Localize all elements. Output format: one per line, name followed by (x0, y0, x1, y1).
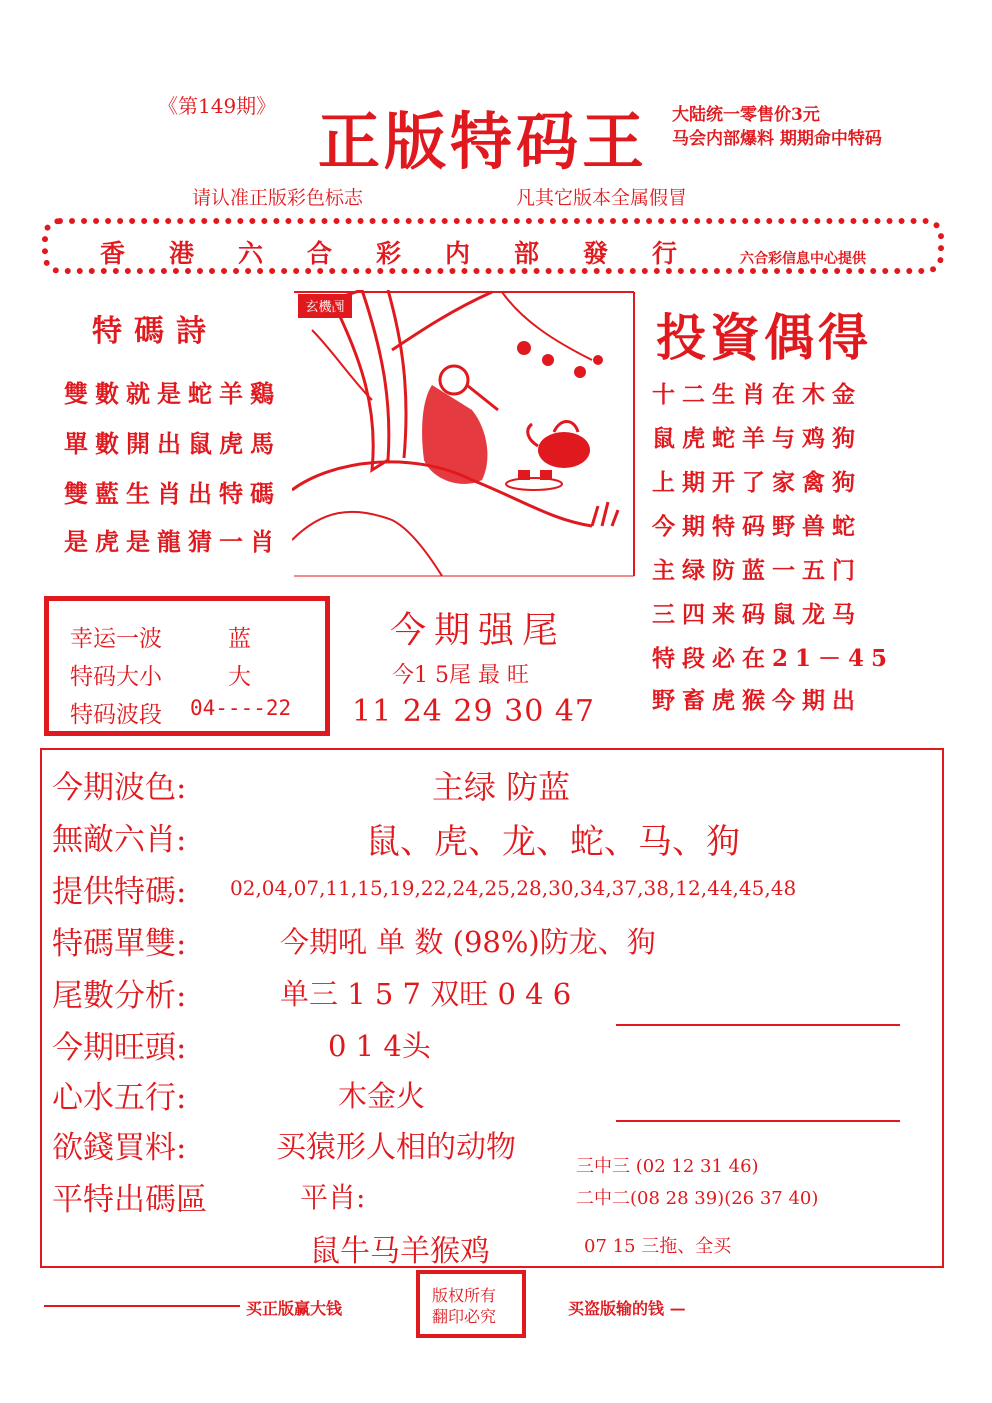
invest-line: 三四来码鼠龙马 (652, 601, 862, 628)
footer-line (44, 1305, 240, 1307)
element-label: 心水五行: (52, 1080, 187, 1116)
flat-value: 鼠牛马羊猴鸡 (310, 1234, 490, 1269)
element-value: 木金火 (338, 1079, 426, 1113)
lucky-value: 04----22 (190, 696, 292, 720)
lucky-value: 蓝 (228, 626, 251, 652)
buy-label: 欲錢買料: (52, 1130, 187, 1166)
banner-sub: 六合彩信息中心提供 (740, 251, 866, 267)
warning-left: 请认准正版彩色标志 (192, 187, 364, 209)
flat-label: 平肖: (300, 1181, 366, 1214)
combo-three: 三中三 (02 12 31 46) (576, 1156, 759, 1177)
footer-left: 买正版赢大钱 (246, 1299, 343, 1318)
poem-title: 特碼詩 (92, 314, 218, 349)
oddeven-label: 特碼單雙: (52, 926, 187, 962)
divider (616, 1120, 900, 1122)
footer-right: 买盗版输的钱 — (568, 1299, 686, 1318)
invest-line: 鼠虎蛇羊与鸡狗 (652, 425, 862, 452)
combo-two: 二中二(08 28 39)(26 37 40) (576, 1188, 819, 1209)
poem-line: 是虎是龍猜一肖 (64, 527, 281, 556)
lucky-label: 幸运一波 (70, 626, 162, 652)
copyright-line: 版权所有 (432, 1286, 497, 1305)
page-title: 正版特码王 (318, 105, 649, 178)
stamp-text: 玄機圖 (305, 300, 345, 315)
poem-line: 雙數就是蛇羊鷄 (64, 379, 281, 408)
strong-tail-title: 今期强尾 (390, 610, 567, 651)
lucky-label: 特码波段 (70, 702, 162, 728)
strong-tail-numbers: 11 24 29 30 47 (352, 694, 596, 729)
lucky-value: 大 (228, 664, 251, 690)
copyright-line: 翻印必究 (432, 1307, 497, 1326)
invest-line: 十二生肖在木金 (652, 381, 862, 408)
oddeven-value: 今期吼 单 数 (98%)防龙、狗 (280, 925, 656, 959)
lucky-label: 特码大小 (70, 664, 162, 690)
zone-label: 平特出碼區 (52, 1182, 207, 1218)
special-label: 提供特碼: (52, 874, 187, 910)
poem-line: 雙藍生肖出特碼 (64, 479, 281, 508)
invest-title: 投資偶得 (656, 308, 872, 367)
buy-value: 买猿形人相的动物 (276, 1130, 516, 1165)
warning-right: 凡其它版本全属假冒 (516, 187, 688, 209)
invest-line: 特段必在21－45 (652, 645, 895, 672)
invest-line: 主绿防蓝一五门 (652, 557, 862, 584)
slogan-text: 马会内部爆料 期期命中特码 (672, 129, 882, 149)
strong-tail-sub: 今1 5尾 最 旺 (392, 663, 529, 688)
wave-value: 主绿 防蓝 (432, 768, 571, 806)
invest-line: 今期特码野兽蛇 (652, 513, 862, 540)
banner-title: 香港六合彩内部發行 (100, 239, 722, 268)
combo-drag: 07 15 三拖、全买 (584, 1236, 732, 1257)
invest-line: 上期开了家禽狗 (652, 469, 862, 496)
head-value: 0 1 4头 (328, 1029, 431, 1063)
tail-value: 单三 1 5 7 双旺 0 4 6 (280, 977, 572, 1011)
wave-label: 今期波色: (52, 770, 187, 806)
tail-label: 尾數分析: (52, 978, 187, 1014)
price-text: 大陆统一零售价3元 (672, 105, 820, 125)
scholar-illustration (292, 290, 636, 578)
invest-line: 野畜虎猴今期出 (652, 687, 862, 714)
issue-number: 《第149期》 (158, 94, 277, 118)
six-value: 鼠、虎、龙、蛇、马、狗 (366, 822, 740, 862)
divider (616, 1024, 900, 1026)
special-value: 02,04,07,11,15,19,22,24,25,28,30,34,37,38,12,44,45,48 (230, 876, 797, 900)
head-label: 今期旺頭: (52, 1030, 187, 1066)
six-label: 無敵六肖: (52, 822, 187, 858)
poem-line: 單數開出鼠虎馬 (64, 429, 281, 458)
